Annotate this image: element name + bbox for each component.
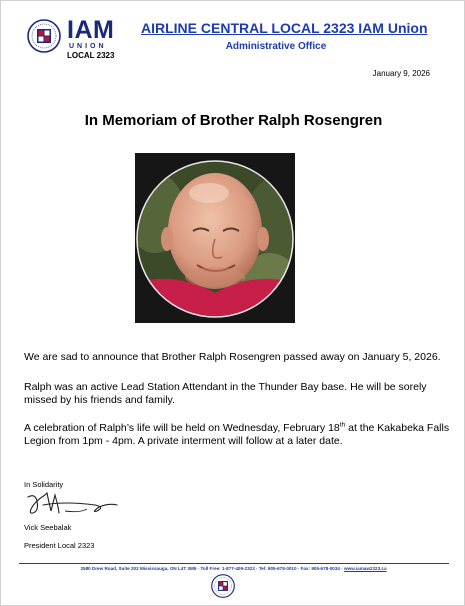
career-paragraph: Ralph was an active Lead Station Attendant in the Thunder Bay base. He will be sorely missed by his friends and family. — [24, 381, 427, 406]
celebration-text-end: at the Kakabeka Falls Legion from 1pm - 4pm. A private interment will follow at a later date. — [24, 422, 450, 447]
announcement-paragraph: We are sad to announce that Brother Ralph Rosengren passed away on January 5, 2026. — [24, 351, 441, 363]
portrait-photo — [135, 153, 295, 323]
celebration-text-start: A celebration of Ralph’s life will be held on Wednesday, February 18 — [24, 422, 340, 434]
closing-salutation: In Solidarity — [24, 480, 64, 489]
signature-image — [25, 489, 125, 519]
signer-name: Vick Seebalak — [24, 523, 72, 532]
memorial-title: In Memoriam of Brother Ralph Rosengren — [84, 112, 383, 129]
organization-subtitle: Administrative Office — [225, 41, 327, 52]
logo-wordmark: IAM — [67, 16, 115, 44]
organization-title: AIRLINE CENTRAL LOCAL 2323 IAM Union — [141, 20, 428, 36]
logo-local-text: LOCAL 2323 — [67, 51, 115, 60]
logo-union-text: UNION — [69, 43, 107, 50]
ordinal-suffix: th — [339, 421, 346, 429]
letter-date: January 9, 2026 — [372, 69, 430, 78]
footer-address: 2580 Drew Road, Suite 202 Mississauga, ON L4T 3M5 · Toll Free: 1-877-409-2323 · Tel: 905-678-0010 · Fax: 905-678-0034 · — [80, 566, 345, 571]
celebration-paragraph — [24, 422, 454, 448]
iam-seal-icon — [27, 19, 61, 53]
signer-title: President Local 2323 — [24, 541, 95, 550]
iam-union-logo — [27, 16, 145, 60]
footer-contact — [1, 566, 465, 571]
footer-divider — [19, 563, 449, 564]
footer-seal-icon — [211, 574, 235, 598]
footer-website-link[interactable]: www.iamaw2323.ca — [344, 566, 387, 571]
